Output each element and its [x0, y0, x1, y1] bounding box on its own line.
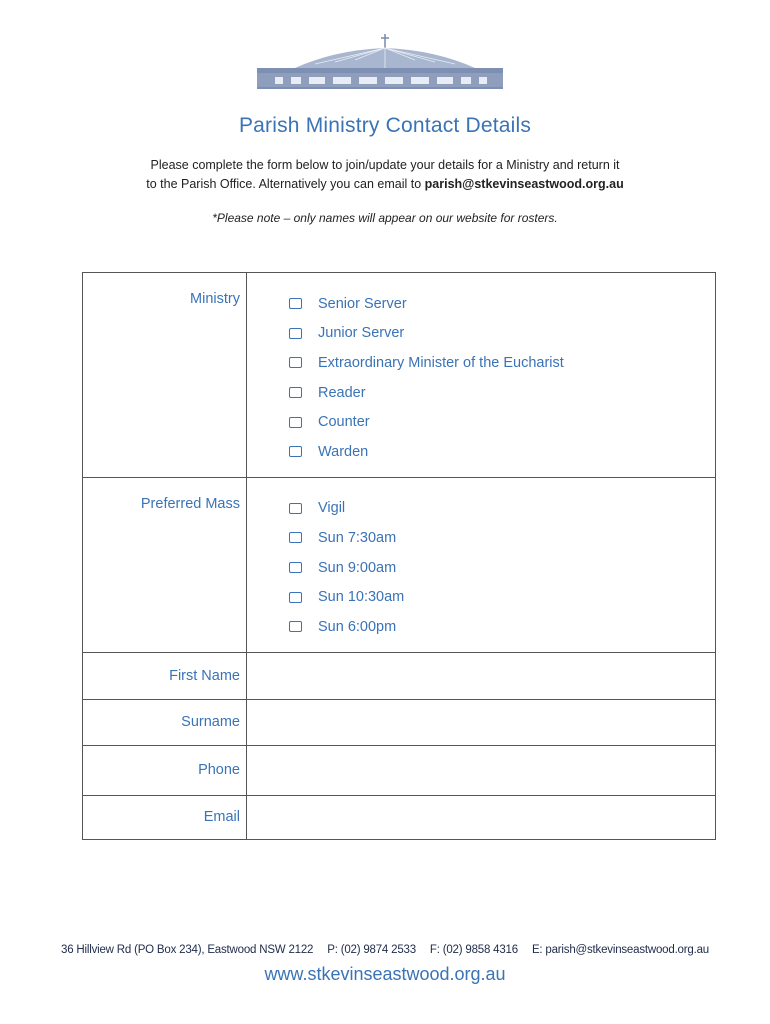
intro-line-1: Please complete the form below to join/update your details for a Ministry and return it [150, 158, 620, 172]
ministry-label: Ministry [190, 291, 240, 307]
intro-text [60, 156, 710, 194]
mass-label-cell [83, 477, 247, 652]
footer-email[interactable]: E: parish@stkevinseastwood.org.au [531, 944, 709, 956]
intro-email-link[interactable]: parish@stkevinseastwood.org.au [424, 177, 624, 191]
checkbox-icon[interactable] [289, 298, 302, 309]
ministry-option-label: Junior Server [318, 325, 405, 342]
ministry-label-cell [83, 273, 247, 478]
checkbox-icon[interactable] [289, 446, 302, 457]
intro-line-2-prefix: to the Parish Office. Alternatively you can email to [146, 177, 425, 191]
ministry-option[interactable] [289, 319, 715, 349]
footer-phone: P: (02) 9874 2533 [327, 944, 416, 956]
checkbox-icon[interactable] [289, 562, 302, 573]
mass-option[interactable] [289, 553, 715, 583]
checkbox-icon[interactable] [289, 503, 302, 514]
contact-form-table [82, 272, 716, 840]
surname-field[interactable] [247, 699, 716, 745]
first-name-label: First Name [83, 652, 247, 699]
mass-row [83, 477, 716, 652]
mass-option-label: Sun 9:00am [318, 559, 397, 576]
surname-label: Surname [83, 699, 247, 745]
ministry-row [83, 273, 716, 478]
mass-options [247, 478, 715, 652]
mass-option[interactable] [289, 582, 715, 612]
checkbox-icon[interactable] [289, 328, 302, 339]
ministry-option-label: Extraordinary Minister of the Eucharist [318, 354, 564, 371]
phone-label: Phone [83, 745, 247, 795]
mass-option[interactable] [289, 523, 715, 553]
ministry-option-label: Senior Server [318, 295, 407, 312]
ministry-option-label: Warden [318, 443, 369, 460]
page-title: Parish Ministry Contact Details [238, 114, 532, 137]
mass-option[interactable] [289, 494, 715, 524]
roster-note: *Please note – only names will appear on our website for rosters. [212, 211, 558, 225]
email-row [83, 795, 716, 839]
mass-option-label: Vigil [318, 500, 346, 517]
checkbox-icon[interactable] [289, 532, 302, 543]
checkbox-icon[interactable] [289, 357, 302, 368]
mass-options-cell [247, 477, 716, 652]
intro-line-2 [60, 175, 710, 194]
church-logo [255, 32, 505, 90]
ministry-option[interactable] [289, 348, 715, 378]
ministry-option[interactable] [289, 407, 715, 437]
ministry-option-label: Counter [318, 414, 370, 431]
footer-website[interactable]: www.stkevinseastwood.org.au [264, 964, 506, 984]
ministry-options-cell [247, 273, 716, 478]
footer-contact [0, 944, 770, 956]
first-name-row [83, 652, 716, 699]
footer-address: 36 Hillview Rd (PO Box 234), Eastwood NSW 2122 [61, 944, 314, 956]
first-name-field[interactable] [247, 652, 716, 699]
ministry-option[interactable] [289, 289, 715, 319]
checkbox-icon[interactable] [289, 621, 302, 632]
email-field[interactable] [247, 795, 716, 839]
email-label: Email [83, 795, 247, 839]
phone-field[interactable] [247, 745, 716, 795]
mass-option-label: Sun 6:00pm [318, 618, 397, 635]
checkbox-icon[interactable] [289, 387, 302, 398]
mass-label: Preferred Mass [140, 495, 240, 512]
checkbox-icon[interactable] [289, 592, 302, 603]
checkbox-icon[interactable] [289, 417, 302, 428]
surname-row [83, 699, 716, 745]
ministry-option[interactable] [289, 437, 715, 467]
ministry-option[interactable] [289, 378, 715, 408]
mass-option-label: Sun 7:30am [318, 529, 397, 546]
phone-row [83, 745, 716, 795]
ministry-option-label: Reader [318, 384, 366, 401]
mass-option-label: Sun 10:30am [318, 589, 405, 606]
footer-fax: F: (02) 9858 4316 [429, 944, 518, 956]
ministry-options [247, 273, 715, 477]
mass-option[interactable] [289, 612, 715, 642]
